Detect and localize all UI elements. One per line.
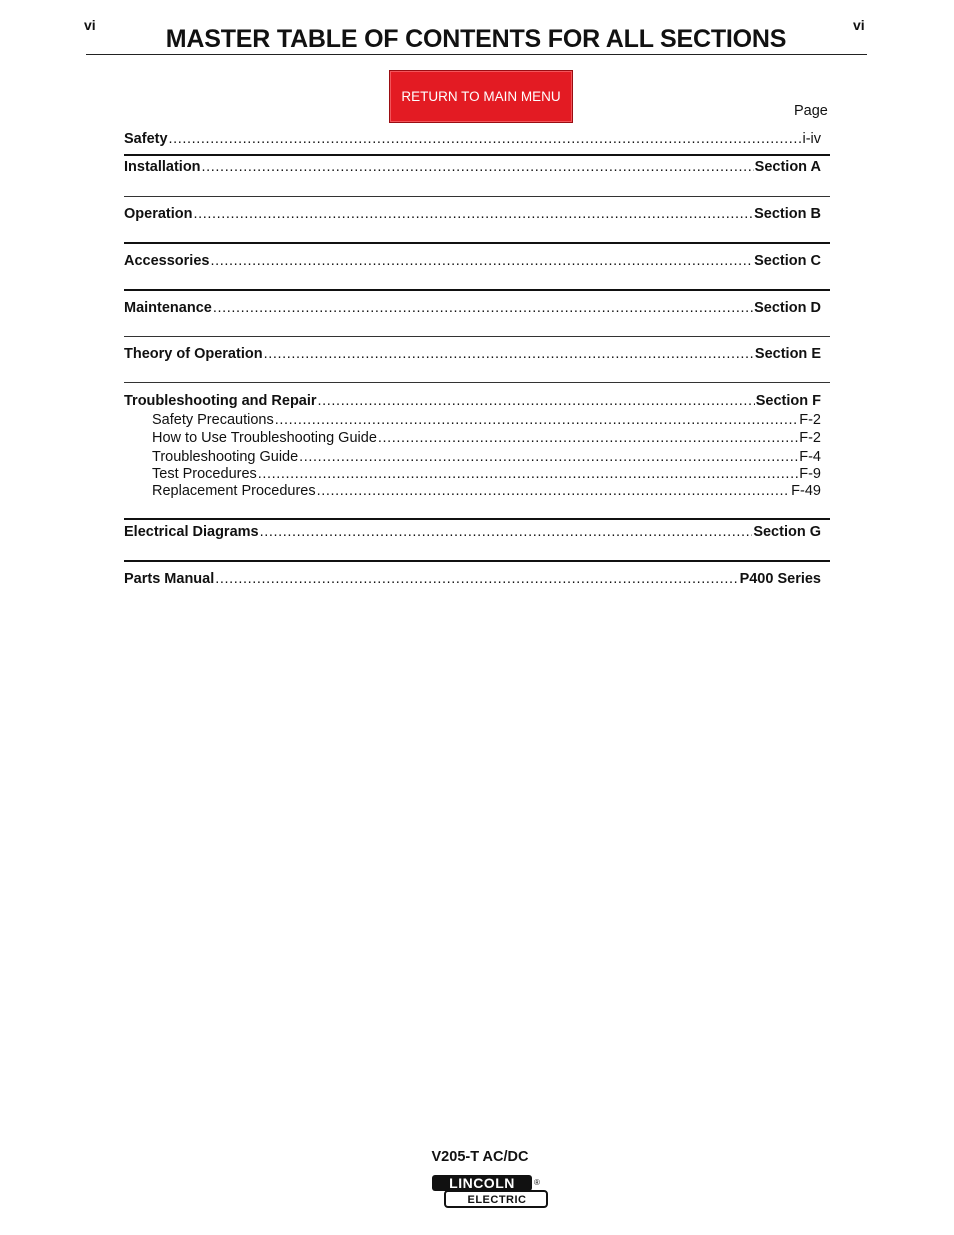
toc-subentry-page: F-4 (799, 449, 821, 465)
leader-dots (264, 345, 754, 363)
return-to-main-menu-button[interactable]: RETURN TO MAIN MENU (389, 70, 573, 123)
toc-entry-safety[interactable] (124, 130, 821, 148)
toc-entry-page: Section G (753, 524, 821, 540)
section-divider (124, 560, 830, 562)
leader-dots (378, 429, 798, 447)
leader-dots (202, 158, 754, 176)
toc-entry-label: Electrical Diagrams (124, 524, 259, 540)
toc-entry-electrical-diagrams[interactable] (124, 523, 821, 541)
leader-dots (169, 130, 802, 148)
toc-subentry-how-to-use-guide[interactable] (152, 429, 821, 447)
toc-subentry-page: F-2 (799, 430, 821, 446)
toc-entry-label: Installation (124, 159, 201, 175)
toc-entry-page: Section D (754, 300, 821, 316)
leader-dots (193, 205, 753, 223)
leader-dots (260, 523, 753, 541)
logo-bottom-text: ELECTRIC (467, 1194, 527, 1206)
toc-entry-theory-of-operation[interactable] (124, 345, 821, 363)
toc-entry-operation[interactable] (124, 205, 821, 223)
lincoln-electric-logo (431, 1173, 549, 1214)
toc-entry-label: Safety (124, 131, 168, 147)
toc-subentry-test-procedures[interactable] (152, 465, 821, 483)
toc-subentry-troubleshooting-guide[interactable] (152, 448, 821, 466)
toc-entry-page: Section A (754, 159, 821, 175)
toc-entry-label: Theory of Operation (124, 346, 263, 362)
logo-graphic (431, 1173, 549, 1209)
leader-dots (258, 465, 798, 483)
page-number-left: vi (84, 17, 96, 33)
toc-entry-label: Troubleshooting and Repair (124, 393, 317, 409)
page-number-right: vi (853, 17, 865, 33)
toc-subentry-page: F-49 (791, 483, 821, 499)
toc-subentry-replacement-procedures[interactable] (152, 482, 821, 500)
toc-entry-label: Operation (124, 206, 193, 222)
toc-entry-page: Section C (754, 253, 821, 269)
section-divider (124, 518, 830, 520)
leader-dots (317, 482, 791, 500)
page-title: MASTER TABLE OF CONTENTS FOR ALL SECTIONS (165, 25, 787, 53)
leader-dots (275, 411, 799, 429)
leader-dots (318, 392, 755, 410)
leader-dots (213, 299, 753, 317)
toc-entry-troubleshooting-and-repair[interactable] (124, 392, 821, 410)
toc-entry-parts-manual[interactable] (124, 570, 821, 588)
toc-subentry-label: Safety Precautions (152, 412, 274, 428)
toc-subentry-label: Test Procedures (152, 466, 257, 482)
toc-entry-page: i-iv (802, 131, 821, 147)
logo-top-text: LINCOLN (449, 1175, 515, 1191)
leader-dots (215, 570, 738, 588)
toc-subentry-label: How to Use Troubleshooting Guide (152, 430, 377, 446)
toc-entry-page: Section F (755, 393, 821, 409)
toc-entry-installation[interactable] (124, 158, 821, 176)
toc-entry-label: Parts Manual (124, 571, 215, 587)
toc-entry-page: P400 Series (739, 571, 821, 587)
toc-entry-label: Accessories (124, 253, 210, 269)
leader-dots (299, 448, 798, 466)
toc-entry-page: Section B (754, 206, 821, 222)
section-divider (124, 196, 830, 197)
toc-subentry-page: F-9 (799, 466, 821, 482)
toc-subentry-label: Replacement Procedures (152, 483, 316, 499)
toc-entry-accessories[interactable] (124, 252, 821, 270)
toc-subentry-label: Troubleshooting Guide (152, 449, 299, 465)
section-divider (124, 289, 830, 291)
footer-model-name: V205-T AC/DC (431, 1149, 529, 1165)
leader-dots (210, 252, 753, 270)
section-divider (124, 242, 830, 244)
page-column-label: Page (794, 103, 828, 119)
section-divider (124, 336, 830, 337)
toc-entry-maintenance[interactable] (124, 299, 821, 317)
title-underline (86, 54, 867, 55)
section-divider (124, 382, 830, 383)
toc-subentry-page: F-2 (799, 412, 821, 428)
toc-subentry-safety-precautions[interactable] (152, 411, 821, 429)
registered-mark: ® (534, 1178, 540, 1187)
section-divider (124, 154, 830, 156)
toc-entry-page: Section E (754, 346, 821, 362)
toc-entry-label: Maintenance (124, 300, 212, 316)
